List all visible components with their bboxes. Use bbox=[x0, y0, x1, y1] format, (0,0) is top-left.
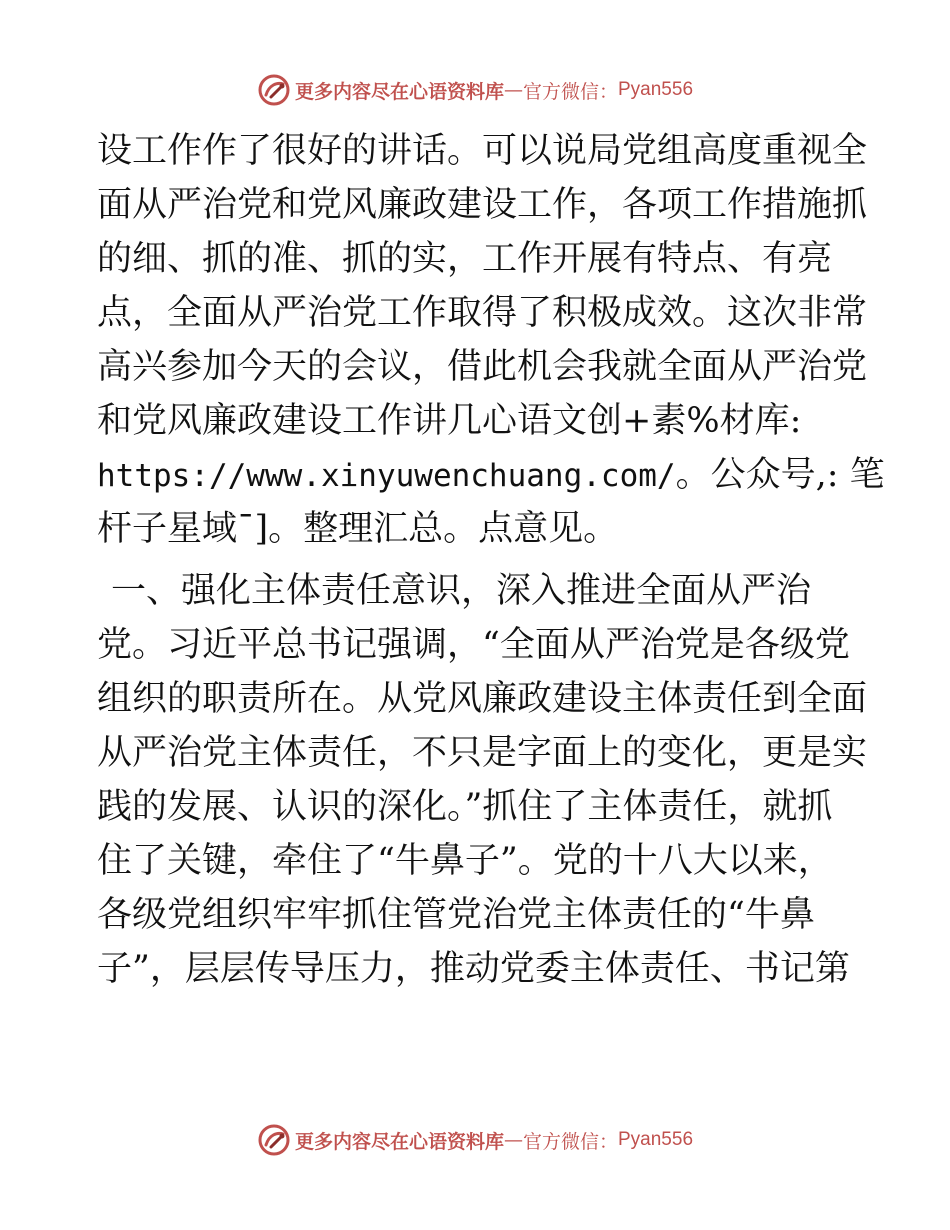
header-wechat-account: Pyan556 bbox=[618, 79, 694, 100]
header-separator: — bbox=[503, 79, 523, 101]
body-line: 党。习近平总书记强调，“全面从严治党是各级党 bbox=[97, 625, 850, 665]
header-wechat-label: 官方微信： bbox=[522, 80, 618, 103]
website-url: https://www.xinyuwenchuang.com/ bbox=[97, 458, 676, 494]
body-line: 杆子星域¯]。整理汇总。点意见。 bbox=[97, 509, 619, 549]
body-line: 组织的职责所在。从党风廉政建设主体责任到全面 bbox=[97, 679, 868, 719]
footer-wechat-label: 官方微信： bbox=[522, 1130, 618, 1153]
body-line: 子”，层层传导压力，推动党委主体责任、书记第 bbox=[97, 949, 850, 989]
body-line: 面从严治党和党风廉政建设工作，各项工作措施抓 bbox=[97, 185, 868, 225]
footer-banner bbox=[0, 1120, 950, 1160]
body-line: 各级党组织牢牢抓住管党治党主体责任的“牛鼻 bbox=[97, 895, 815, 935]
footer-brand-text: 更多内容尽在心语资料库 bbox=[294, 1130, 504, 1153]
header-banner bbox=[0, 70, 950, 110]
section-heading-line: 一、强化主体责任意识，深入推进全面从严治 bbox=[111, 571, 812, 611]
body-line: 设工作作了很好的讲话。可以说局党组高度重视全 bbox=[97, 131, 868, 171]
footer-separator: — bbox=[503, 1129, 523, 1151]
document-body bbox=[97, 124, 885, 996]
brand-logo-icon bbox=[257, 1123, 291, 1157]
body-line: 住了关键，牵住了“牛鼻子”。党的十八大以来， bbox=[97, 841, 833, 881]
footer-wechat-account: Pyan556 bbox=[618, 1129, 694, 1150]
body-line: 和党风廉政建设工作讲几心语文创+素%材库: bbox=[97, 401, 802, 441]
brand-logo-icon bbox=[257, 73, 291, 107]
body-line: 从严治党主体责任，不只是字面上的变化，更是实 bbox=[97, 733, 868, 773]
url-line-tail: 。公众号,: 笔 bbox=[675, 455, 885, 495]
header-brand-text: 更多内容尽在心语资料库 bbox=[294, 80, 504, 103]
body-line: 践的发展、认识的深化。”抓住了主体责任，就抓 bbox=[97, 787, 833, 827]
body-line: 的细、抓的准、抓的实，工作开展有特点、有亮 bbox=[97, 239, 833, 279]
url-line bbox=[97, 448, 885, 502]
body-line: 高兴参加今天的会议，借此机会我就全面从严治党 bbox=[97, 347, 868, 387]
body-line: 点，全面从严治党工作取得了积极成效。这次非常 bbox=[97, 293, 868, 333]
